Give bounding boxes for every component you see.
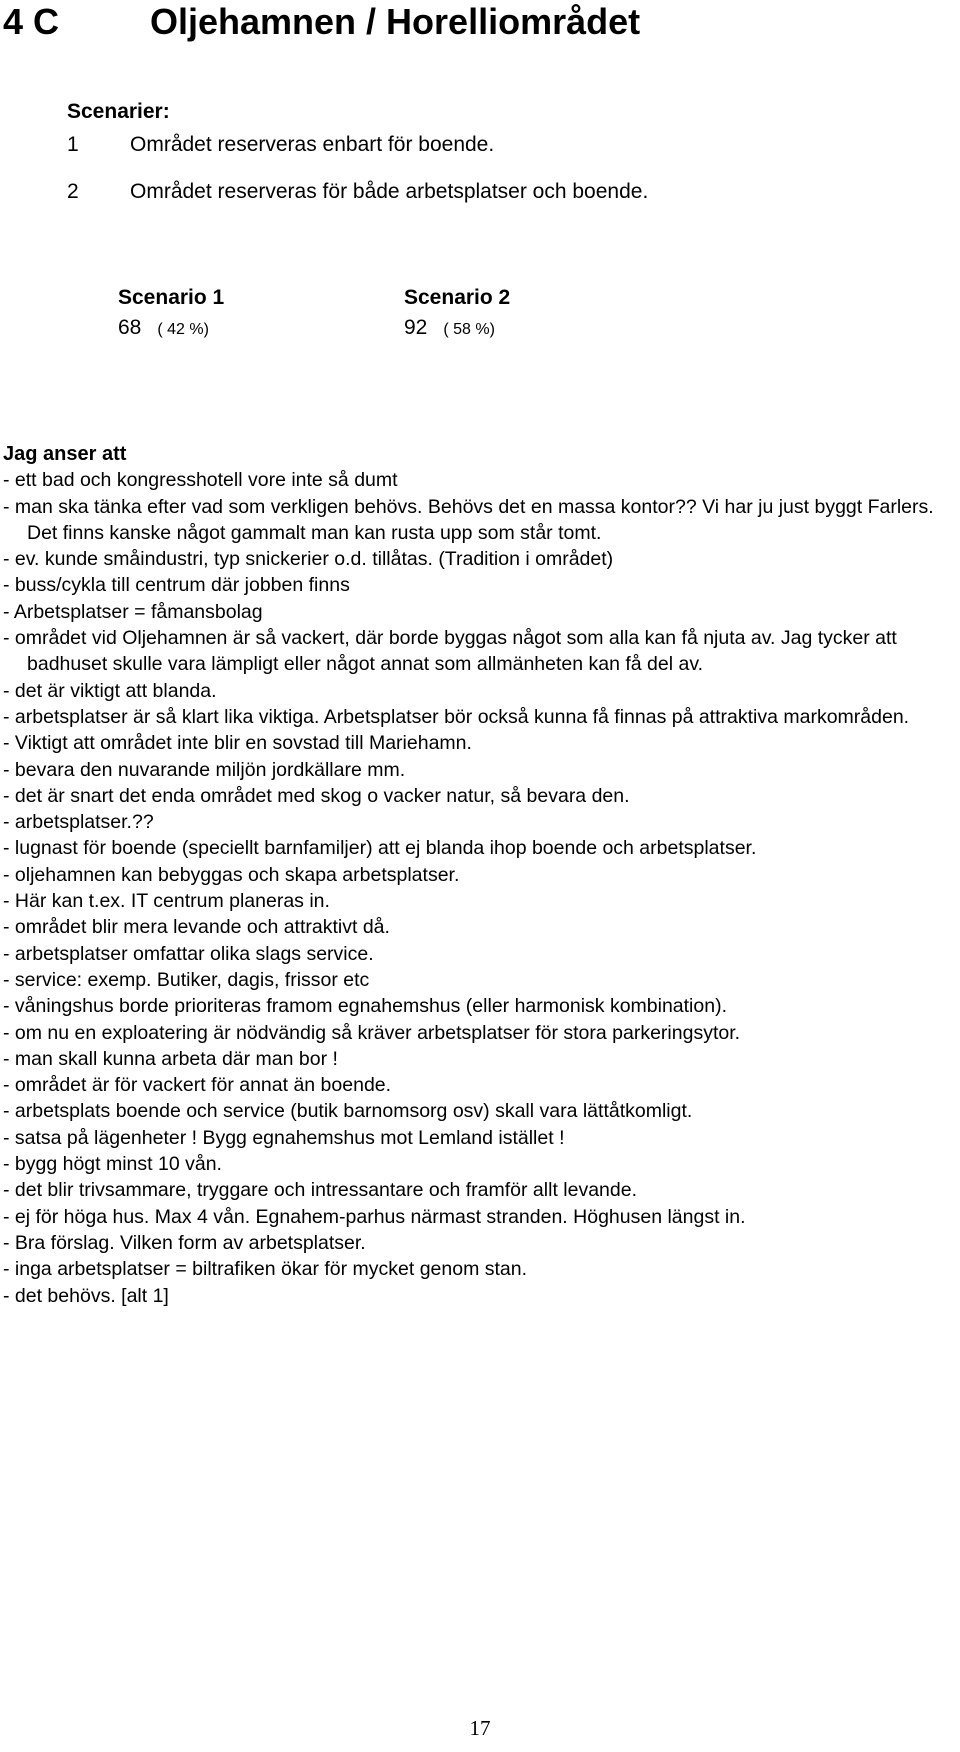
opinion-line: - bygg högt minst 10 vån. (3, 1153, 222, 1176)
result-count: 92 (404, 316, 428, 339)
opinion-line: - arbetsplats boende och service (butik barnomsorg osv) skall vara lättåtkomligt. (3, 1100, 693, 1123)
result-percent: ( 42 %) (157, 321, 209, 338)
opinion-line: - satsa på lägenheter ! Bygg egnahemshus mot Lemland istället ! (3, 1126, 565, 1149)
section-title: Oljehamnen / Horelliområdet (150, 1, 641, 42)
scenario-item (67, 133, 494, 157)
opinion-line: - service: exemp. Butiker, dagis, frissor etc (3, 968, 370, 991)
section-number: 4 C (3, 1, 60, 42)
scenario-2-result (404, 283, 510, 345)
scenario-text: Området reserveras för både arbetsplatser och boende. (130, 180, 649, 203)
result-label: Scenario 1 (118, 286, 225, 309)
opinion-line: - det är viktigt att blanda. (3, 679, 217, 702)
opinion-line: - Bra förslag. Vilken form av arbetsplatser. (3, 1231, 366, 1254)
opinion-line: - bevara den nuvarande miljön jordkällare mm. (3, 758, 406, 781)
opinion-line: - man skall kunna arbeta där man bor ! (3, 1047, 338, 1070)
result-label: Scenario 2 (404, 286, 511, 309)
opinion-line: - inga arbetsplatser = biltrafiken ökar för mycket genom stan. (3, 1258, 528, 1281)
opinions-heading: Jag anser att (3, 443, 127, 465)
opinion-line: - om nu en exploatering är nödvändig så kräver arbetsplatser för stora parkeringsytor. (3, 1021, 741, 1044)
opinion-line: - arbetsplatser är så klart lika viktiga. Arbetsplatser bör också kunna få finnas på attraktiva markområden. (3, 705, 910, 728)
scenario-item (67, 180, 648, 204)
opinion-line: - ev. kunde småindustri, typ snickerier o.d. tillåtas. (Tradition i området) (3, 548, 614, 571)
opinion-line: - oljehamnen kan bebyggas och skapa arbetsplatser. (3, 863, 460, 886)
result-count: 68 (118, 316, 142, 339)
opinion-line: - det behövs. [alt 1] (3, 1284, 169, 1307)
opinion-line: - buss/cykla till centrum där jobben finns (3, 574, 350, 597)
result-percent: ( 58 %) (443, 321, 495, 338)
opinion-list (3, 467, 948, 1309)
opinion-line: - våningshus borde prioriteras framom egnahemshus (eller harmonisk kombination). (3, 995, 727, 1018)
opinion-line: - ej för höga hus. Max 4 vån. Egnahem-parhus närmast stranden. Höghusen längst in. (3, 1205, 746, 1228)
opinion-line: - Arbetsplatser = fåmansbolag (3, 600, 263, 623)
opinions-section (3, 441, 948, 1309)
scenario-1-result (118, 283, 224, 345)
opinion-line: - Viktigt att området inte blir en sovstad till Mariehamn. (3, 732, 472, 755)
opinion-line: - Här kan t.ex. IT centrum planeras in. (3, 890, 330, 913)
page-number: 17 (469, 1716, 491, 1740)
opinion-line: - lugnast för boende (speciellt barnfamiljer) att ej blanda ihop boende och arbetsplatser. (3, 837, 757, 860)
opinion-line: - det blir trivsammare, tryggare och intressantare och framför allt levande. (3, 1179, 638, 1202)
scenarios-heading: Scenarier: (67, 100, 170, 123)
opinion-line: - ett bad och kongresshotell vore inte så dumt (3, 469, 398, 492)
scenario-number: 2 (67, 180, 79, 203)
scenario-text: Området reserveras enbart för boende. (130, 133, 495, 156)
opinion-line: - området vid Oljehamnen är så vackert, där borde byggas något som alla kan få njuta av. Jag tycker att badhuset skulle vara lämpligt eller något annat som allmänheten kan få del av. (3, 627, 897, 676)
opinion-line: - området blir mera levande och attraktivt då. (3, 916, 390, 939)
opinion-line: - arbetsplatser omfattar olika slags service. (3, 942, 374, 965)
opinion-line: - det är snart det enda området med skog o vacker natur, så bevara den. (3, 784, 630, 807)
scenario-number: 1 (67, 133, 79, 156)
opinion-line: - arbetsplatser.?? (3, 811, 154, 834)
opinion-line: - man ska tänka efter vad som verkligen behövs. Behövs det en massa kontor?? Vi har ju just byggt Farlers. Det finns kanske något gammalt man kan rusta upp som står tomt. (3, 495, 934, 544)
opinion-line: - området är för vackert för annat än boende. (3, 1074, 392, 1097)
